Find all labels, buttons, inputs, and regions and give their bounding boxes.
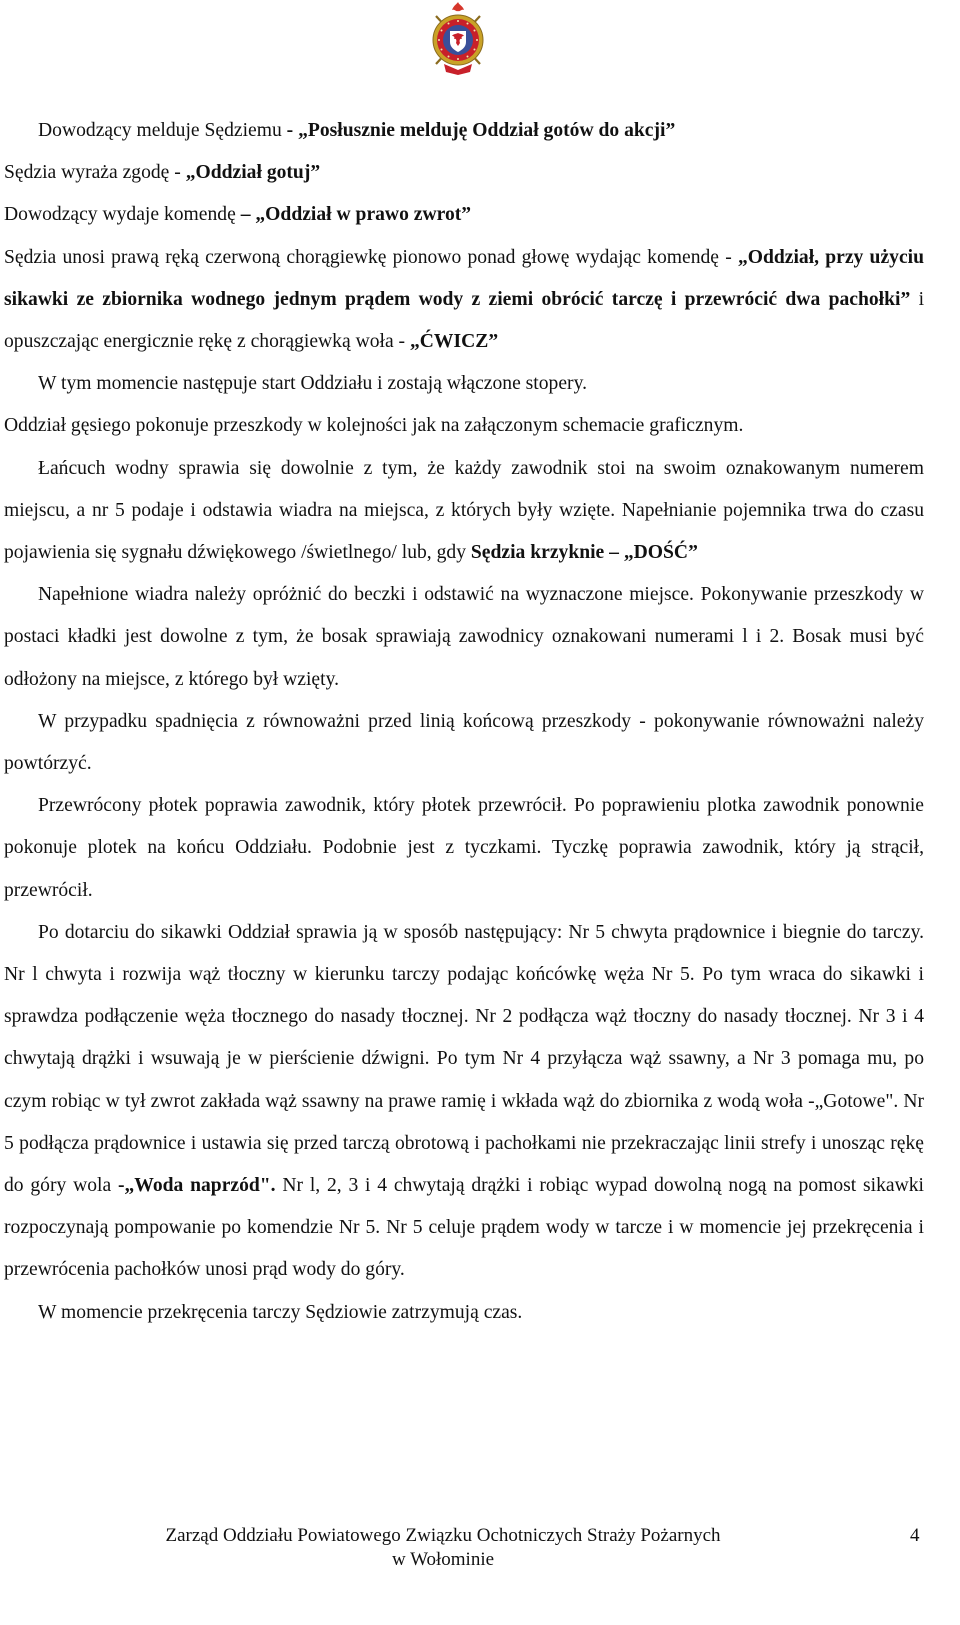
text-run: Przewrócony płotek poprawia zawodnik, który płotek przewrócił. Po poprawieniu plotka zawodnik ponownie pokonuje plotek na końcu Oddziału. Podobnie jest z tyczkami. Tyczkę poprawia zawodnik, który ją strącił, przewrócił. [4,795,924,901]
text-run: W przypadku spadnięcia z równoważni przed linią końcową przeszkody - pokonywanie równoważni należy powtórzyć. [4,710,924,775]
paragraph [4,363,924,405]
page-footer [0,1525,960,1625]
text-run: Sędzia unosi prawą ręką czerwoną chorągiewkę pionowo ponad głowę wydając komendę - [4,246,738,268]
bold-text: – „Oddział w prawo zwrot” [240,204,472,226]
paragraph [4,701,924,785]
paragraph [4,237,924,364]
paragraph [4,152,924,194]
bold-text: „Oddział, przy użyciu sikawki ze zbiornika wodnego jednym prądem wody z ziemi obrócić tarczę i przewrócić dwa pachołki” [4,246,924,310]
paragraph [4,405,924,447]
paragraph [4,574,924,701]
paragraph [4,448,924,575]
paragraph [4,785,924,912]
osp-emblem-icon [426,2,490,76]
text-run: W tym momencie następuje start Oddziału i zostają włączone stopery. [38,373,587,395]
text-run: i opuszczając energicznie rękę z chorągiewką woła - [4,288,925,353]
text-run: Oddział gęsiego pokonuje przeszkody w kolejności jak na załączonym schemacie graficznym. [4,415,744,437]
text-run: W momencie przekręcenia tarczy Sędziowie zatrzymują czas. [38,1301,523,1323]
bold-text: Sędzia krzyknie – „DOŚĆ” [470,542,698,564]
paragraph [4,194,924,236]
page-number: 4 [910,1525,920,1546]
bold-text: - „Posłusznie melduję Oddział gotów do akcji” [286,120,676,141]
paragraph [4,110,924,152]
document-body [4,110,924,1334]
paragraph [4,912,924,1292]
text-run: Po dotarciu do sikawki Oddział sprawia ją w sposób następujący: Nr 5 chwyta prądownice i biegnie do tarczy. Nr l chwyta i rozwija wąż tłoczny w kierunku tarczy podając końcówkę węża Nr 5. Po tym wraca do sikawki i sprawdza podłączenie węża tłocznego do nasady tłocznej. Nr 2 podłącza wąż tłoczny do nasady tłocznej. Nr 3 i 4 chwytają drążki i wsuwają je w pierścienie dźwigni. Po tym Nr 4 przyłącza wąż ssawny, a Nr 3 pomaga mu, po czym robiąc w tył zwrot zakłada wąż ssawny na prawe ramię i wkłada wąż do zbiornika z wodą woła -„Gotowe". Nr 5 podłącza prądownice i ustawia się przed tarczą obrotową i pachołkami nie przekraczając linii strefy i unosząc rękę do góry wola [4,921,924,1197]
text-run: Dowodzący melduje Sędziemu [38,120,287,141]
flame-icon [452,2,464,11]
footer-organization: Zarząd Oddziału Powiatowego Związku Ochotniczych Straży Pożarnych [165,1525,721,1546]
text-run: Nr l, 2, 3 i 4 chwytają drążki i robiąc wypad dowolną nogą na pomost sikawki rozpoczynają pompowanie po komendzie Nr 5. Nr 5 celuje prądem wody w tarcze i w momencie jej przekręcenia i przewrócenia pachołków unosi prąd wody do góry. [4,1175,925,1281]
bold-text: „ĆWICZ” [409,331,499,353]
text-run: Sędzia wyraża zgodę - [4,162,186,184]
text-run: Napełnione wiadra należy opróżnić do beczki i odstawić na wyznaczone miejsce. Pokonywanie przeszkody w postaci kładki jest dowolne z tym, że bosak sprawiają zawodnicy oznakowani numerami l i 2. Bosak musi być odłożony na miejsce, z którego był wzięty. [4,584,924,690]
text-run: Dowodzący wydaje komendę [4,204,241,226]
bold-text: -„Woda naprzód". [117,1175,276,1197]
bold-text: „Oddział gotuj” [185,162,321,184]
footer-place: w Wołominie [391,1549,495,1570]
text-run: Łańcuch wodny sprawia się dowolnie z tym, że każdy zawodnik stoi na swoim oznakowanym numerem miejscu, a nr 5 podaje i odstawia wiadra na miejsca, z których były wzięte. Napełnianie pojemnika trwa do czasu pojawienia się sygnału dźwiękowego /świetlnego/ lub, gdy [4,457,924,564]
paragraph [4,1292,924,1334]
